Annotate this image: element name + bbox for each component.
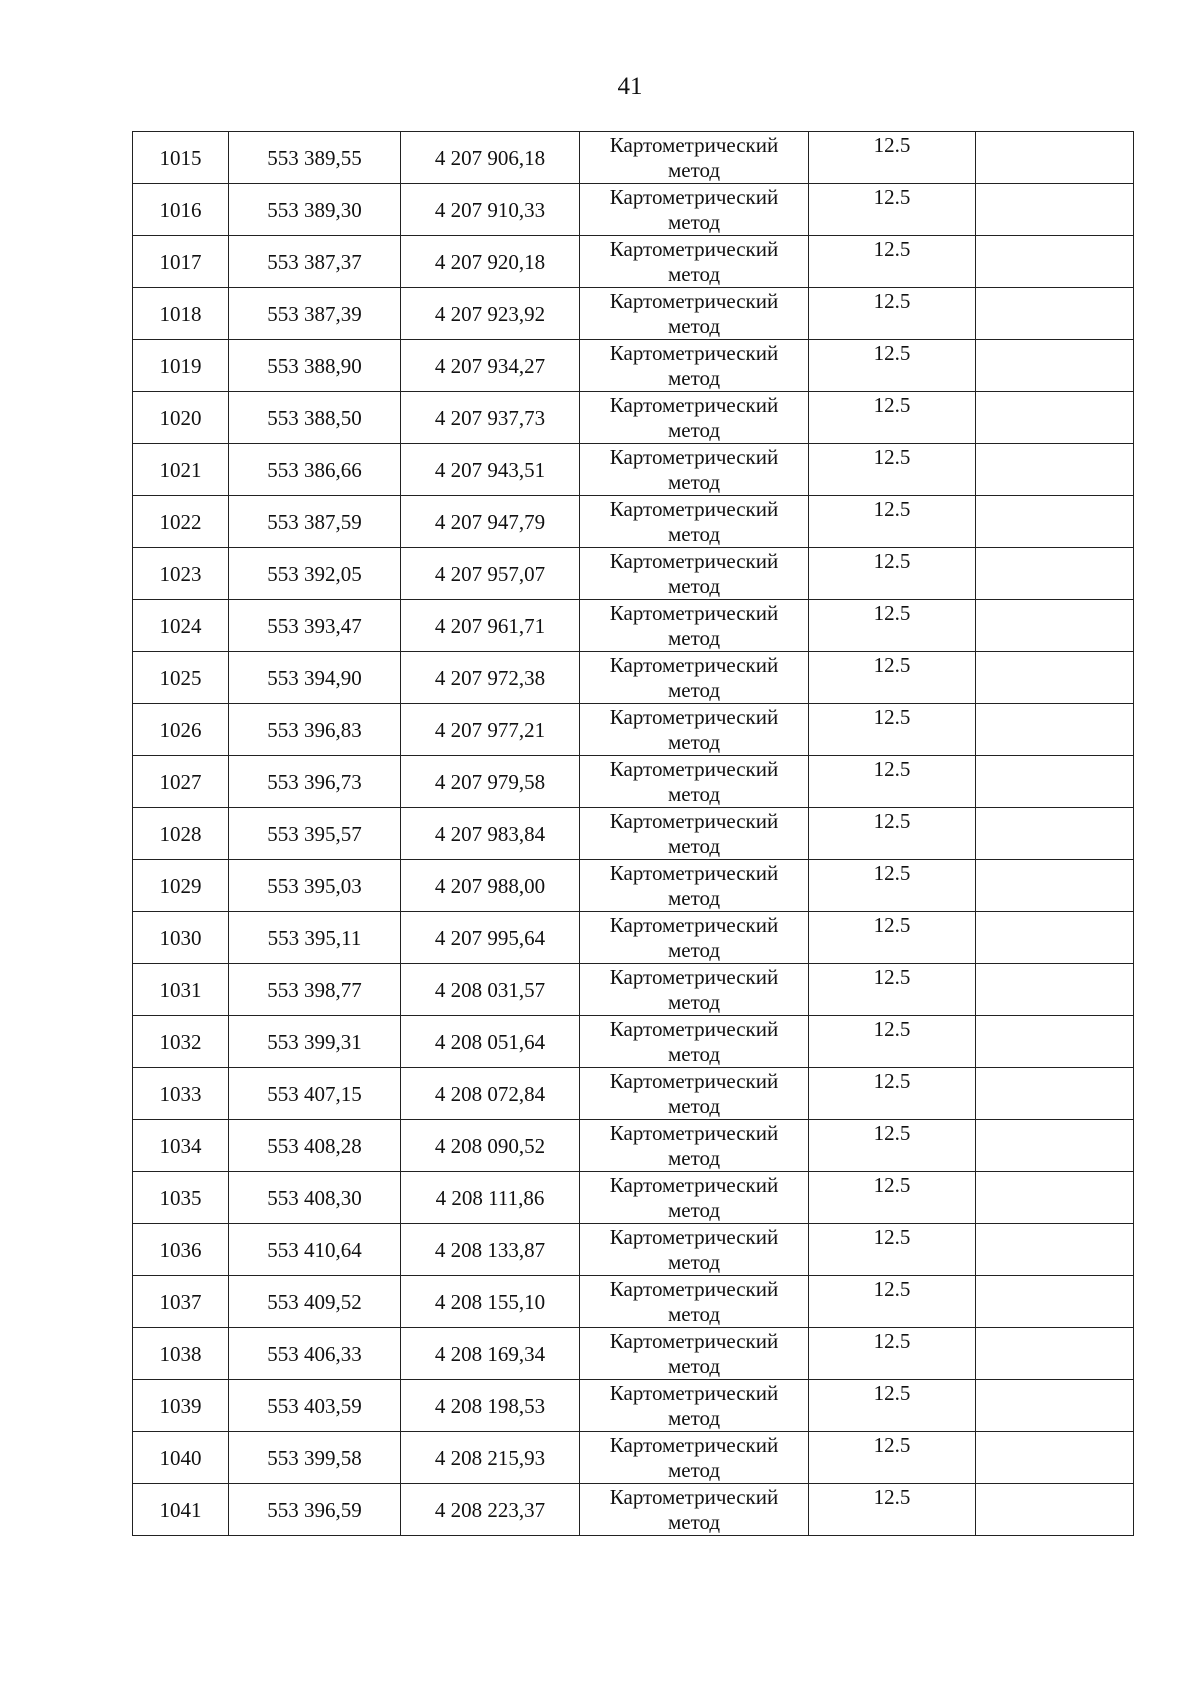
point-number-cell: 1021 [133,444,229,496]
y-coordinate-cell: 4 207 961,71 [401,600,580,652]
point-number-cell: 1031 [133,964,229,1016]
accuracy-cell: 12.5 [809,1224,976,1276]
accuracy-cell: 12.5 [809,1068,976,1120]
x-coordinate-cell: 553 396,73 [229,756,401,808]
note-cell [976,1432,1134,1484]
accuracy-cell: 12.5 [809,132,976,184]
y-coordinate-cell: 4 208 155,10 [401,1276,580,1328]
x-coordinate-cell: 553 409,52 [229,1276,401,1328]
y-coordinate-cell: 4 207 937,73 [401,392,580,444]
method-line-1: Картометрический [609,705,779,729]
note-cell [976,1016,1134,1068]
point-number-cell: 1026 [133,704,229,756]
accuracy-cell: 12.5 [809,236,976,288]
method-line-2: метод [667,314,721,338]
table-row [133,1172,1134,1224]
point-number-cell: 1016 [133,184,229,236]
y-coordinate-cell: 4 207 972,38 [401,652,580,704]
x-coordinate-cell: 553 387,37 [229,236,401,288]
accuracy-cell: 12.5 [809,548,976,600]
method-line-2: метод [667,158,721,182]
method-line-1: Картометрический [609,237,779,261]
y-coordinate-cell: 4 208 072,84 [401,1068,580,1120]
method-cell [580,496,809,548]
method-cell [580,340,809,392]
method-cell [580,1484,809,1536]
accuracy-cell: 12.5 [809,964,976,1016]
accuracy-cell: 12.5 [809,1484,976,1536]
point-number-cell: 1040 [133,1432,229,1484]
point-number-cell: 1024 [133,600,229,652]
point-number-cell: 1035 [133,1172,229,1224]
point-number-cell: 1032 [133,1016,229,1068]
table-row [133,652,1134,704]
point-number-cell: 1028 [133,808,229,860]
table-row [133,1016,1134,1068]
point-number-cell: 1022 [133,496,229,548]
note-cell [976,652,1134,704]
method-line-1: Картометрический [609,1485,779,1509]
accuracy-cell: 12.5 [809,1016,976,1068]
method-line-2: метод [667,470,721,494]
method-line-1: Картометрический [609,133,779,157]
y-coordinate-cell: 4 208 215,93 [401,1432,580,1484]
method-line-1: Картометрический [609,1381,779,1405]
accuracy-cell: 12.5 [809,1328,976,1380]
method-cell [580,1432,809,1484]
method-cell [580,912,809,964]
method-line-2: метод [667,782,721,806]
x-coordinate-cell: 553 408,28 [229,1120,401,1172]
y-coordinate-cell: 4 207 910,33 [401,184,580,236]
table-row [133,392,1134,444]
method-line-2: метод [667,418,721,442]
method-cell [580,288,809,340]
point-number-cell: 1025 [133,652,229,704]
method-line-2: метод [667,1250,721,1274]
x-coordinate-cell: 553 407,15 [229,1068,401,1120]
method-line-2: метод [667,1094,721,1118]
table-row [133,444,1134,496]
y-coordinate-cell: 4 207 977,21 [401,704,580,756]
method-line-2: метод [667,1146,721,1170]
method-line-2: метод [667,990,721,1014]
x-coordinate-cell: 553 403,59 [229,1380,401,1432]
method-line-1: Картометрический [609,653,779,677]
table-row [133,340,1134,392]
method-line-1: Картометрический [609,757,779,781]
method-line-2: метод [667,210,721,234]
y-coordinate-cell: 4 207 920,18 [401,236,580,288]
method-line-2: метод [667,938,721,962]
table-row [133,1120,1134,1172]
accuracy-cell: 12.5 [809,1432,976,1484]
x-coordinate-cell: 553 387,39 [229,288,401,340]
method-cell [580,600,809,652]
accuracy-cell: 12.5 [809,392,976,444]
table-row [133,808,1134,860]
note-cell [976,1224,1134,1276]
y-coordinate-cell: 4 208 111,86 [401,1172,580,1224]
table-row [133,860,1134,912]
x-coordinate-cell: 553 386,66 [229,444,401,496]
method-line-2: метод [667,1458,721,1482]
table-row [133,1328,1134,1380]
method-line-2: метод [667,730,721,754]
note-cell [976,392,1134,444]
point-number-cell: 1034 [133,1120,229,1172]
y-coordinate-cell: 4 208 090,52 [401,1120,580,1172]
method-cell [580,808,809,860]
method-line-1: Картометрический [609,497,779,521]
accuracy-cell: 12.5 [809,704,976,756]
x-coordinate-cell: 553 410,64 [229,1224,401,1276]
method-line-2: метод [667,886,721,910]
method-line-1: Картометрический [609,965,779,989]
table-row [133,756,1134,808]
y-coordinate-cell: 4 207 943,51 [401,444,580,496]
method-cell [580,184,809,236]
note-cell [976,600,1134,652]
accuracy-cell: 12.5 [809,912,976,964]
x-coordinate-cell: 553 388,90 [229,340,401,392]
x-coordinate-cell: 553 388,50 [229,392,401,444]
note-cell [976,1380,1134,1432]
method-line-2: метод [667,574,721,598]
table-row [133,1380,1134,1432]
method-cell [580,860,809,912]
x-coordinate-cell: 553 395,57 [229,808,401,860]
method-line-1: Картометрический [609,1017,779,1041]
table-row [133,1484,1134,1536]
accuracy-cell: 12.5 [809,444,976,496]
x-coordinate-cell: 553 406,33 [229,1328,401,1380]
accuracy-cell: 12.5 [809,860,976,912]
method-cell [580,1224,809,1276]
method-line-2: метод [667,1354,721,1378]
accuracy-cell: 12.5 [809,288,976,340]
method-cell [580,444,809,496]
method-line-1: Картометрический [609,861,779,885]
note-cell [976,1484,1134,1536]
point-number-cell: 1030 [133,912,229,964]
table-row [133,1276,1134,1328]
accuracy-cell: 12.5 [809,1276,976,1328]
note-cell [976,1276,1134,1328]
method-cell [580,1328,809,1380]
point-number-cell: 1036 [133,1224,229,1276]
accuracy-cell: 12.5 [809,1380,976,1432]
x-coordinate-cell: 553 408,30 [229,1172,401,1224]
method-line-1: Картометрический [609,445,779,469]
method-line-2: метод [667,834,721,858]
point-number-cell: 1041 [133,1484,229,1536]
accuracy-cell: 12.5 [809,496,976,548]
method-line-1: Картометрический [609,185,779,209]
x-coordinate-cell: 553 392,05 [229,548,401,600]
method-cell [580,1016,809,1068]
method-line-1: Картометрический [609,1121,779,1145]
accuracy-cell: 12.5 [809,600,976,652]
coordinates-table-body [133,132,1134,1536]
point-number-cell: 1029 [133,860,229,912]
method-line-2: метод [667,262,721,286]
point-number-cell: 1033 [133,1068,229,1120]
accuracy-cell: 12.5 [809,184,976,236]
note-cell [976,444,1134,496]
x-coordinate-cell: 553 393,47 [229,600,401,652]
point-number-cell: 1015 [133,132,229,184]
method-line-1: Картометрический [609,1433,779,1457]
table-row [133,496,1134,548]
x-coordinate-cell: 553 399,58 [229,1432,401,1484]
point-number-cell: 1017 [133,236,229,288]
method-cell [580,132,809,184]
note-cell [976,132,1134,184]
y-coordinate-cell: 4 208 031,57 [401,964,580,1016]
note-cell [976,496,1134,548]
point-number-cell: 1038 [133,1328,229,1380]
note-cell [976,860,1134,912]
method-cell [580,1276,809,1328]
accuracy-cell: 12.5 [809,1120,976,1172]
table-row [133,704,1134,756]
note-cell [976,808,1134,860]
point-number-cell: 1037 [133,1276,229,1328]
method-cell [580,1120,809,1172]
method-line-1: Картометрический [609,341,779,365]
method-cell [580,1068,809,1120]
method-cell [580,236,809,288]
x-coordinate-cell: 553 389,30 [229,184,401,236]
method-line-2: метод [667,522,721,546]
accuracy-cell: 12.5 [809,340,976,392]
method-cell [580,704,809,756]
method-line-2: метод [667,678,721,702]
note-cell [976,704,1134,756]
point-number-cell: 1023 [133,548,229,600]
method-line-1: Картометрический [609,913,779,937]
method-line-1: Картометрический [609,1329,779,1353]
method-line-2: метод [667,1406,721,1430]
method-line-2: метод [667,1510,721,1534]
y-coordinate-cell: 4 208 223,37 [401,1484,580,1536]
note-cell [976,340,1134,392]
y-coordinate-cell: 4 207 923,92 [401,288,580,340]
table-row [133,964,1134,1016]
method-line-2: метод [667,366,721,390]
method-line-1: Картометрический [609,809,779,833]
table-row [133,912,1134,964]
method-line-1: Картометрический [609,1069,779,1093]
x-coordinate-cell: 553 389,55 [229,132,401,184]
note-cell [976,288,1134,340]
point-number-cell: 1027 [133,756,229,808]
method-cell [580,964,809,1016]
table-row [133,288,1134,340]
method-cell [580,548,809,600]
method-line-1: Картометрический [609,393,779,417]
y-coordinate-cell: 4 207 947,79 [401,496,580,548]
method-line-1: Картометрический [609,1173,779,1197]
method-line-2: метод [667,1302,721,1326]
point-number-cell: 1018 [133,288,229,340]
method-line-2: метод [667,626,721,650]
x-coordinate-cell: 553 395,03 [229,860,401,912]
note-cell [976,184,1134,236]
y-coordinate-cell: 4 207 983,84 [401,808,580,860]
method-cell [580,1172,809,1224]
coordinates-table [132,131,1134,1536]
x-coordinate-cell: 553 396,59 [229,1484,401,1536]
x-coordinate-cell: 553 395,11 [229,912,401,964]
method-line-2: метод [667,1042,721,1066]
table-row [133,1432,1134,1484]
y-coordinate-cell: 4 207 957,07 [401,548,580,600]
accuracy-cell: 12.5 [809,756,976,808]
accuracy-cell: 12.5 [809,652,976,704]
accuracy-cell: 12.5 [809,1172,976,1224]
table-row [133,132,1134,184]
method-cell [580,756,809,808]
table-row [133,184,1134,236]
accuracy-cell: 12.5 [809,808,976,860]
x-coordinate-cell: 553 399,31 [229,1016,401,1068]
note-cell [976,1120,1134,1172]
method-cell [580,1380,809,1432]
table-row [133,1068,1134,1120]
table-row [133,548,1134,600]
y-coordinate-cell: 4 208 169,34 [401,1328,580,1380]
note-cell [976,236,1134,288]
point-number-cell: 1020 [133,392,229,444]
method-line-1: Картометрический [609,1225,779,1249]
x-coordinate-cell: 553 398,77 [229,964,401,1016]
note-cell [976,1172,1134,1224]
method-cell [580,392,809,444]
point-number-cell: 1019 [133,340,229,392]
table-row [133,1224,1134,1276]
y-coordinate-cell: 4 208 198,53 [401,1380,580,1432]
method-line-1: Картометрический [609,289,779,313]
y-coordinate-cell: 4 208 051,64 [401,1016,580,1068]
table-row [133,600,1134,652]
method-line-1: Картометрический [609,1277,779,1301]
method-cell [580,652,809,704]
y-coordinate-cell: 4 207 988,00 [401,860,580,912]
y-coordinate-cell: 4 207 934,27 [401,340,580,392]
page-number: 41 [617,73,643,100]
y-coordinate-cell: 4 207 979,58 [401,756,580,808]
method-line-2: метод [667,1198,721,1222]
note-cell [976,964,1134,1016]
x-coordinate-cell: 553 394,90 [229,652,401,704]
x-coordinate-cell: 553 396,83 [229,704,401,756]
y-coordinate-cell: 4 207 906,18 [401,132,580,184]
y-coordinate-cell: 4 207 995,64 [401,912,580,964]
x-coordinate-cell: 553 387,59 [229,496,401,548]
note-cell [976,912,1134,964]
method-line-1: Картометрический [609,601,779,625]
point-number-cell: 1039 [133,1380,229,1432]
note-cell [976,1068,1134,1120]
y-coordinate-cell: 4 208 133,87 [401,1224,580,1276]
table-row [133,236,1134,288]
note-cell [976,548,1134,600]
method-line-1: Картометрический [609,549,779,573]
note-cell [976,1328,1134,1380]
note-cell [976,756,1134,808]
